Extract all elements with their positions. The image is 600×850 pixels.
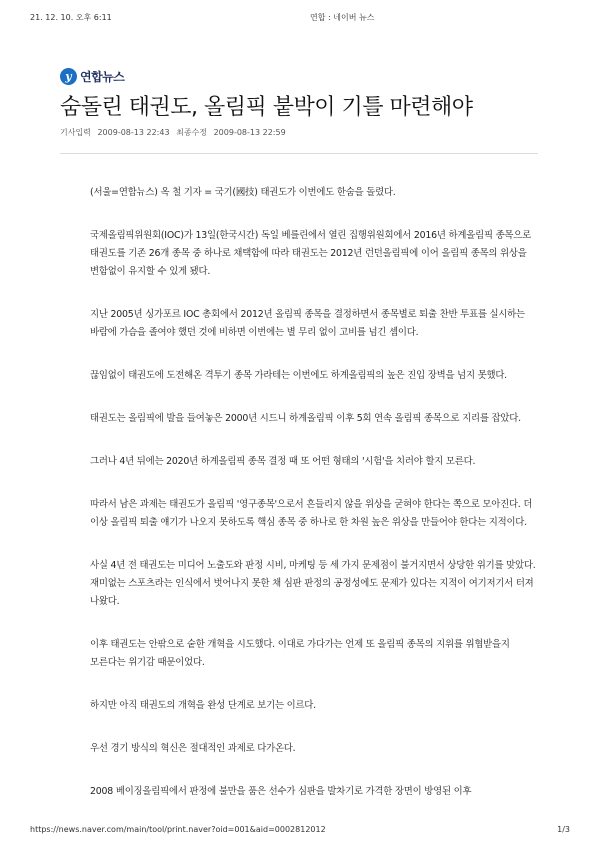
paragraph: 태권도는 올림픽에 발을 들여놓은 2000년 시드니 하계올림픽 이후 5회 연속 올림픽 종목으로 지리를 잡았다. [90,413,521,424]
header-divider [60,153,538,154]
print-page-title: 연합 : 네이버 뉴스 [310,13,375,22]
paragraph: 이후 태권도는 안팎으로 숱한 개혁을 시도했다. 이대로 가다가는 언제 또 올림픽 종목의 지위를 위협받을지 모른다는 위기감 때문이었다. [90,639,510,668]
logo-text: 연합뉴스 [80,69,125,84]
print-footer [0,825,600,839]
article-headline: 숨돌린 태권도, 올림픽 붙박이 기틀 마련해야 [60,95,473,120]
paragraph: 끊임없이 태권도에 도전해온 격투기 종목 가라테는 이번에도 하계올림픽의 높은 진입 장벽을 넘지 못했다. [90,370,507,381]
yonhap-logo-icon: y [60,68,77,85]
paragraph: 하지만 아직 태권도의 개혁을 완성 단계로 보기는 이르다. [90,700,316,711]
modified-label: 최종수정 [176,128,208,137]
paragraph: (서울=연합뉴스) 옥 철 기자 = 국기(國技) 태권도가 이번에도 한숨을 돌렸다. [90,187,396,198]
paragraph: 지난 2005년 싱가포르 IOC 총회에서 2012년 올림픽 종목을 결정하면서 종목별로 퇴출 찬반 투표를 실시하는 바람에 가슴을 졸여야 했던 것에 비하면 이번에는 별 무리 없이 고비를 넘긴 셈이다. [90,309,525,338]
page-number: 1/3 [557,825,570,834]
input-label: 기사입력 [60,128,91,137]
paragraph: 2008 베이징올림픽에서 판정에 불만을 품은 선수가 심판을 발차기로 가격한 장면이 방영된 이후 [90,786,472,797]
modified-time: 2009-08-13 22:59 [213,128,286,137]
print-url: https://news.naver.com/main/tool/print.naver?oid=001&aid=0002812012 [30,825,326,834]
paragraph: 따라서 남은 과제는 태권도가 올림픽 '영구종목'으로서 흔들리지 않을 위상을 굳혀야 한다는 쪽으로 모아진다. 더 이상 올림픽 퇴출 얘기가 나오지 못하도록 핵심 종목 중 하나로 한 차원 높은 위상을 만들어야 한다는 지적이다. [90,499,533,528]
paragraph: 사실 4년 전 태권도는 미디어 노출도와 판정 시비, 마케팅 등 세 가지 문제점이 불거지면서 상당한 위기를 맞았다. 재미없는 스포츠라는 인식에서 벗어나지 못한 채 심판 판정의 공정성에도 문제가 있다는 지적이 여기저기서 터져 나왔다. [90,560,536,607]
article-body [90,184,540,826]
input-time: 2009-08-13 22:43 [97,128,170,137]
paragraph: 그러나 4년 뒤에는 2020년 하계올림픽 종목 결정 때 또 어떤 형태의 '시험'을 치러야 할지 모른다. [90,456,476,467]
yonhap-logo [60,66,124,86]
print-header [0,12,600,26]
article-meta [60,127,290,138]
paragraph: 우선 경기 방식의 혁신은 절대적인 과제로 다가온다. [90,743,296,754]
paragraph: 국제올림픽위원회(IOC)가 13일(한국시간) 독일 베를린에서 열린 집행위원회에서 2016년 하계올림픽 종목으로 태권도를 기존 26개 종목 중 하나로 채택함에 따라 태권도는 2012년 런던올림픽에 이어 올림픽 종목의 위상을 변함없이 유지할 수 있게 됐다. [90,230,532,277]
print-datetime: 21. 12. 10. 오후 6:11 [30,13,112,22]
